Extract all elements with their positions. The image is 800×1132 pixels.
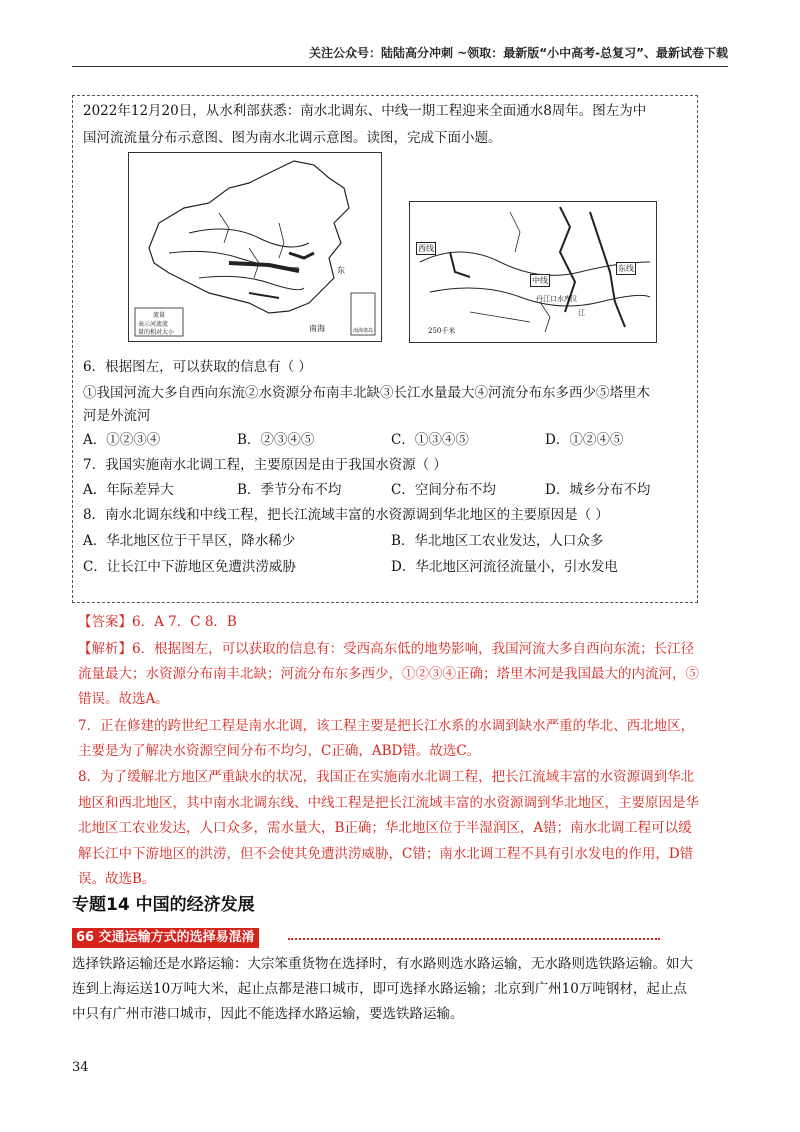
analysis-p6-line-2: 流量最大；水资源分布南丰北缺；河流分布东多西少，①②③④正确；塔里木河是我国最大的内流河，⑤ bbox=[78, 666, 699, 682]
section-body-line-2: 连到上海运送10万吨大米，起止点都是港口城市，即可选择水路运输；北京到广州10万吨钢材，起止点 bbox=[72, 981, 687, 997]
q6-option-b: B．②③④⑤ bbox=[237, 432, 315, 448]
left-map-legend-1: 流量 bbox=[153, 312, 166, 319]
scale-bar-label: 250千米 bbox=[428, 327, 456, 335]
answer-line: 【答案】6．A 7．C 8．B bbox=[78, 614, 237, 630]
q6-items-line-2: 河是外流河 bbox=[83, 408, 151, 424]
left-map-inset-label: 南海诸岛 bbox=[353, 328, 374, 334]
page-number: 34 bbox=[72, 1060, 89, 1075]
left-map-legend-3: 量的相对大小 bbox=[138, 329, 175, 336]
q8-option-b: B．华北地区工农业发达，人口众多 bbox=[391, 533, 604, 549]
middle-route-label: 中线 bbox=[532, 276, 548, 285]
china-river-flow-map bbox=[128, 152, 382, 342]
analysis-p8-line-2: 地区和西北地区，其中南水北调东线、中线工程是把长江流域丰富的水资源调到华北地区，主要原因是华 bbox=[78, 795, 699, 811]
q8-option-c: C．让长江中下游地区免遭洪涝威胁 bbox=[83, 559, 296, 575]
q7-option-c: C．空间分布不均 bbox=[391, 482, 496, 498]
q6-option-a: A．①②③④ bbox=[83, 432, 161, 448]
analysis-p6-line-1: 【解析】6．根据图左，可以获取的信息有：受西高东低的地势影响，我国河流大多自西向东流；长江径 bbox=[78, 641, 695, 657]
q7-option-a: A．年际差异大 bbox=[83, 482, 174, 498]
water-diversion-map bbox=[409, 201, 657, 343]
question-box bbox=[72, 95, 698, 603]
analysis-p8-line-5: 误。故选B。 bbox=[78, 871, 156, 887]
q7-option-d: D．城乡分布不均 bbox=[545, 482, 651, 498]
q8-option-a: A．华北地区位于干旱区，降水稀少 bbox=[83, 533, 296, 549]
topic-tag-dotted-rule bbox=[288, 938, 660, 940]
q6-option-c: C．①③④⑤ bbox=[391, 432, 469, 448]
q7-stem: 7．我国实施南水北调工程，主要原因是由于我国水资源（ ） bbox=[83, 457, 447, 473]
east-route-label: 东线 bbox=[618, 264, 634, 273]
intro-line-2: 国河流流量分布示意图、图为南水北调示意图。读图，完成下面小题。 bbox=[83, 130, 502, 146]
section-title: 专题14 中国的经济发展 bbox=[72, 895, 255, 915]
section-body-line-3: 中只有广州市港口城市，因此不能选择水路运输，要选铁路运输。 bbox=[72, 1006, 464, 1022]
left-map-south-sea-label: 南海 bbox=[309, 324, 325, 333]
china-map-graphic bbox=[129, 153, 381, 341]
analysis-p7-line-1: 7．正在修建的跨世纪工程是南水北调，该工程主要是把长江水系的水调到缺水严重的华北、西北地区， bbox=[78, 718, 695, 734]
han-river-label: 汉 bbox=[570, 295, 577, 303]
west-route-label: 西线 bbox=[418, 244, 434, 253]
left-map-legend-2: 表示河流流 bbox=[138, 321, 169, 328]
intro-line-1: 2022年12月20日，从水利部获悉：南水北调东、中线一期工程迎来全面通水8周年。图左为中 bbox=[83, 103, 647, 119]
analysis-p8-line-4: 解长江中下游地区的洪涝，但不会使其免遭洪涝威胁，C错；南水北调工程不具有引水发电的作用，D错 bbox=[78, 846, 694, 862]
reservoir-label: 丹江口水库 bbox=[536, 295, 571, 303]
left-map-east-label: 东 bbox=[337, 266, 345, 275]
q6-stem: 6．根据图左，可以获取的信息有（ ） bbox=[83, 359, 312, 375]
q7-option-b: B．季节分布不均 bbox=[237, 482, 342, 498]
q6-items-line-1: ①我国河流大多自西向东流②水资源分布南丰北缺③长江水量最大④河流分布东多西少⑤塔里木 bbox=[83, 385, 650, 401]
topic-tag: 66 交通运输方式的选择易混淆 bbox=[72, 928, 259, 948]
page-header: 关注公众号：陆陆高分冲刺 ~领取：最新版“小中高考-总复习”、最新试卷下载 bbox=[309, 46, 728, 60]
q8-stem: 8．南水北调东线和中线工程，把长江流域丰富的水资源调到华北地区的主要原因是（ ） bbox=[83, 507, 609, 523]
analysis-p6-line-3: 错误。故选A。 bbox=[78, 691, 169, 707]
analysis-p8-line-3: 北地区工农业发达，人口众多，需水量大，B正确；华北地区位于半湿润区，A错；南水北调工程可以缓 bbox=[78, 820, 692, 836]
header-rule bbox=[72, 66, 728, 67]
analysis-p7-line-2: 主要是为了解决水资源空间分布不均匀，C正确，ABD错。故选C。 bbox=[78, 743, 481, 759]
section-body-line-1: 选择铁路运输还是水路运输：大宗笨重货物在选择时，有水路则选水路运输，无水路则选铁路运输。如大 bbox=[72, 956, 693, 972]
jiang-river-label: 江 bbox=[578, 309, 585, 317]
analysis-p8-line-1: 8．为了缓解北方地区严重缺水的状况，我国正在实施南水北调工程，把长江流域丰富的水资源调到华北 bbox=[78, 769, 695, 785]
q8-option-d: D．华北地区河流径流量小，引水发电 bbox=[391, 559, 618, 575]
q6-option-d: D．①②④⑤ bbox=[545, 432, 624, 448]
